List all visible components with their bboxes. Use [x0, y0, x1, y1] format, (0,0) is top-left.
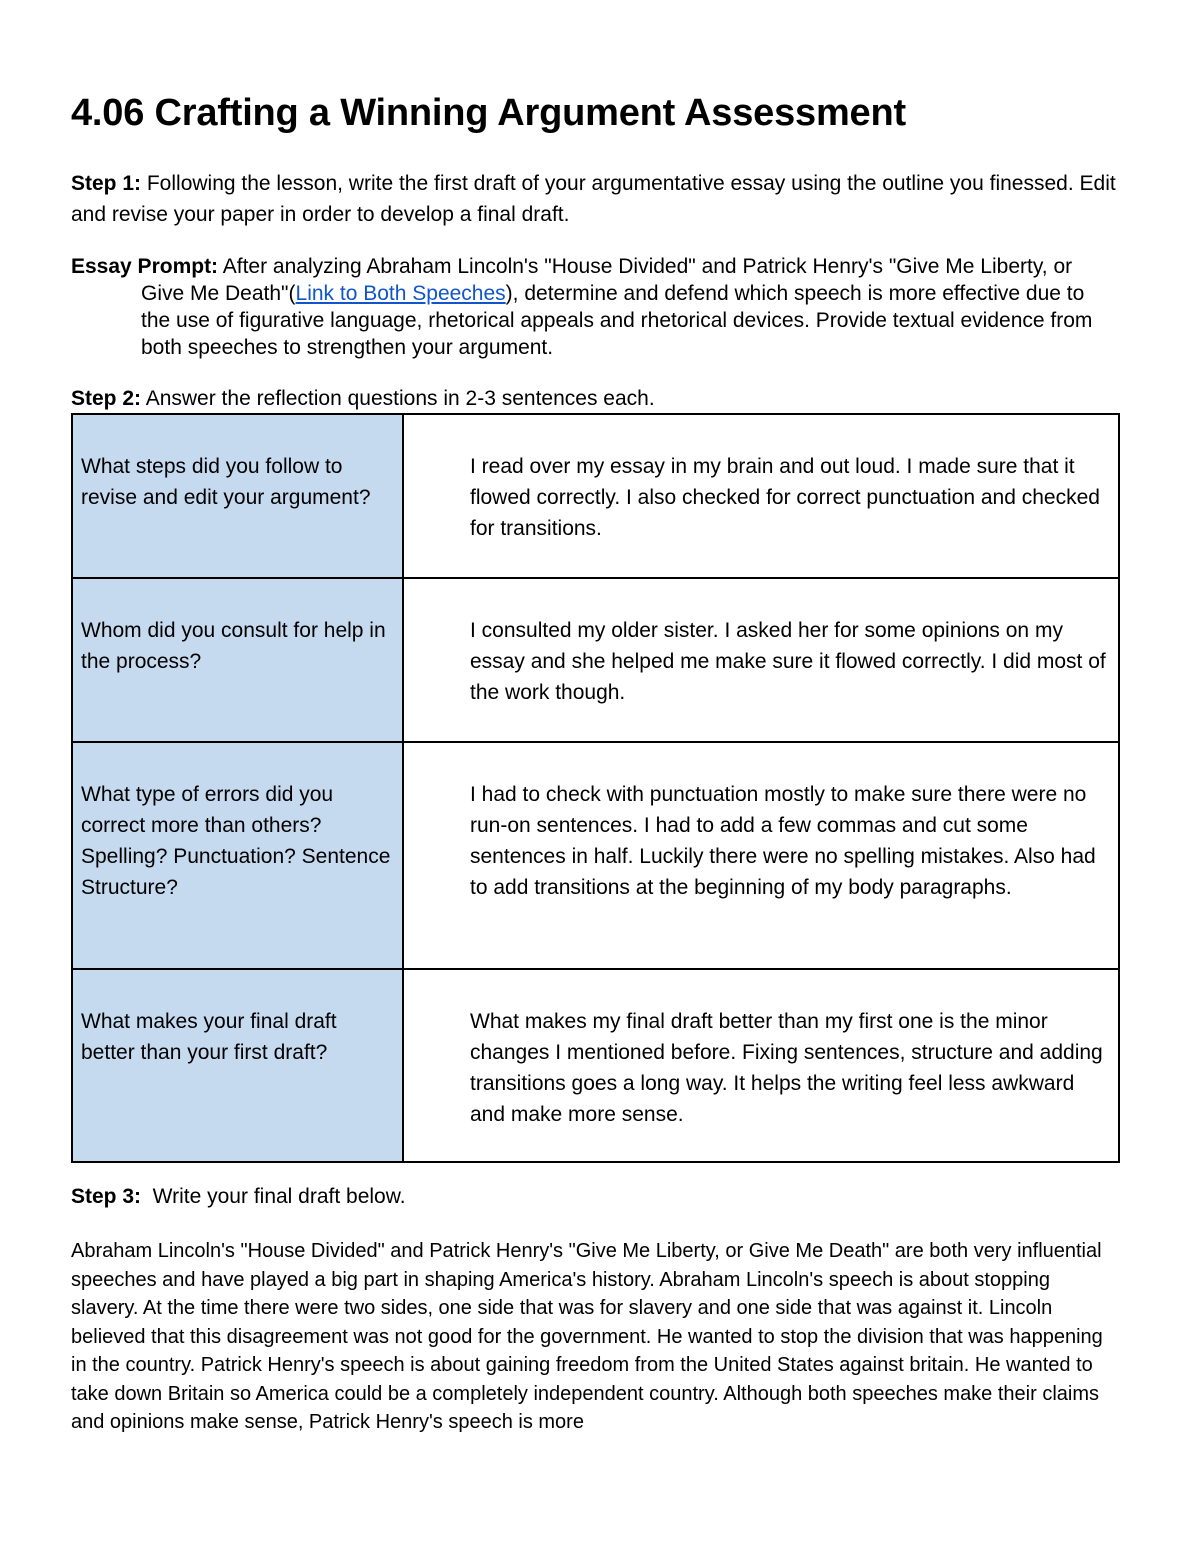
- page-title: 4.06 Crafting a Winning Argument Assessment: [71, 92, 906, 134]
- step-2-instructions: [71, 385, 1119, 412]
- essay-prompt-text-after: ), determine and defend which speech is more effective due to the use of figurative language, rhetorical appeals and rhetorical devices. Provide textual evidence from both speeches to strengthen your argument.: [141, 282, 1093, 359]
- reflection-answer[interactable]: I consulted my older sister. I asked her for some opinions on my essay and she helped me make sure it flowed correctly. I did most of the work though.: [403, 578, 1119, 742]
- step-1-text: Following the lesson, write the first draft of your argumentative essay using the outline you finessed. Edit and revise your paper in order to develop a final draft.: [71, 172, 1116, 226]
- reflection-answer[interactable]: I had to check with punctuation mostly to make sure there were no run-on sentences. I had to add a few commas and cut some sentences in half. Luckily there were no spelling mistakes. Also had to add transitions at the beginning of my body paragraphs.: [403, 742, 1119, 969]
- step-3-text: Write your final draft below.: [141, 1185, 406, 1208]
- step-3-label: Step 3:: [71, 1185, 142, 1208]
- table-row: [72, 969, 1119, 1162]
- reflection-table: [71, 413, 1120, 1163]
- step-1-label: Step 1:: [71, 172, 142, 195]
- table-row: [72, 742, 1119, 969]
- step-2-text: Answer the reflection questions in 2-3 sentences each.: [141, 387, 655, 410]
- reflection-question: What makes your final draft better than your first draft?: [72, 969, 403, 1162]
- table-row: [72, 578, 1119, 742]
- step-2-label: Step 2:: [71, 387, 142, 410]
- final-draft-essay[interactable]: Abraham Lincoln's "House Divided" and Patrick Henry's "Give Me Liberty, or Give Me Death" are both very influential speeches and have played a big part in shaping America's history. Abraham Lincoln's speech is about stopping slavery. At the time there were two sides, one side that was for slavery and one side that was against it. Lincoln believed that this disagreement was not good for the government. He wanted to stop the division that was happening in the country. Patrick Henry's speech is about gaining freedom from the United States against britain. He wanted to take down Britain so America could be a completely independent country. Although both speeches make their claims and opinions make sense, Patrick Henry's speech is more: [71, 1240, 1103, 1433]
- essay-prompt-text-before: After analyzing Abraham Lincoln's "House Divided" and Patrick Henry's "Give Me Liberty, or Give Me Death"(: [141, 255, 1073, 305]
- reflection-answer[interactable]: I read over my essay in my brain and out loud. I made sure that it flowed correctly. I also checked for correct punctuation and checked for transitions.: [403, 414, 1119, 578]
- step-3-instructions: [71, 1183, 1119, 1210]
- speeches-link[interactable]: Link to Both Speeches: [295, 282, 506, 305]
- essay-prompt-label: Essay Prompt:: [71, 255, 219, 278]
- reflection-question: What steps did you follow to revise and edit your argument?: [72, 414, 403, 578]
- essay-prompt: [71, 253, 1119, 361]
- reflection-question: What type of errors did you correct more than others? Spelling? Punctuation? Sentence Structure?: [72, 742, 403, 969]
- table-row: [72, 414, 1119, 578]
- step-1-instructions: [71, 168, 1119, 230]
- reflection-answer[interactable]: What makes my final draft better than my first one is the minor changes I mentioned before. Fixing sentences, structure and adding transitions goes a long way. It helps the writing feel less awkward and make more sense.: [403, 969, 1119, 1162]
- reflection-question: Whom did you consult for help in the process?: [72, 578, 403, 742]
